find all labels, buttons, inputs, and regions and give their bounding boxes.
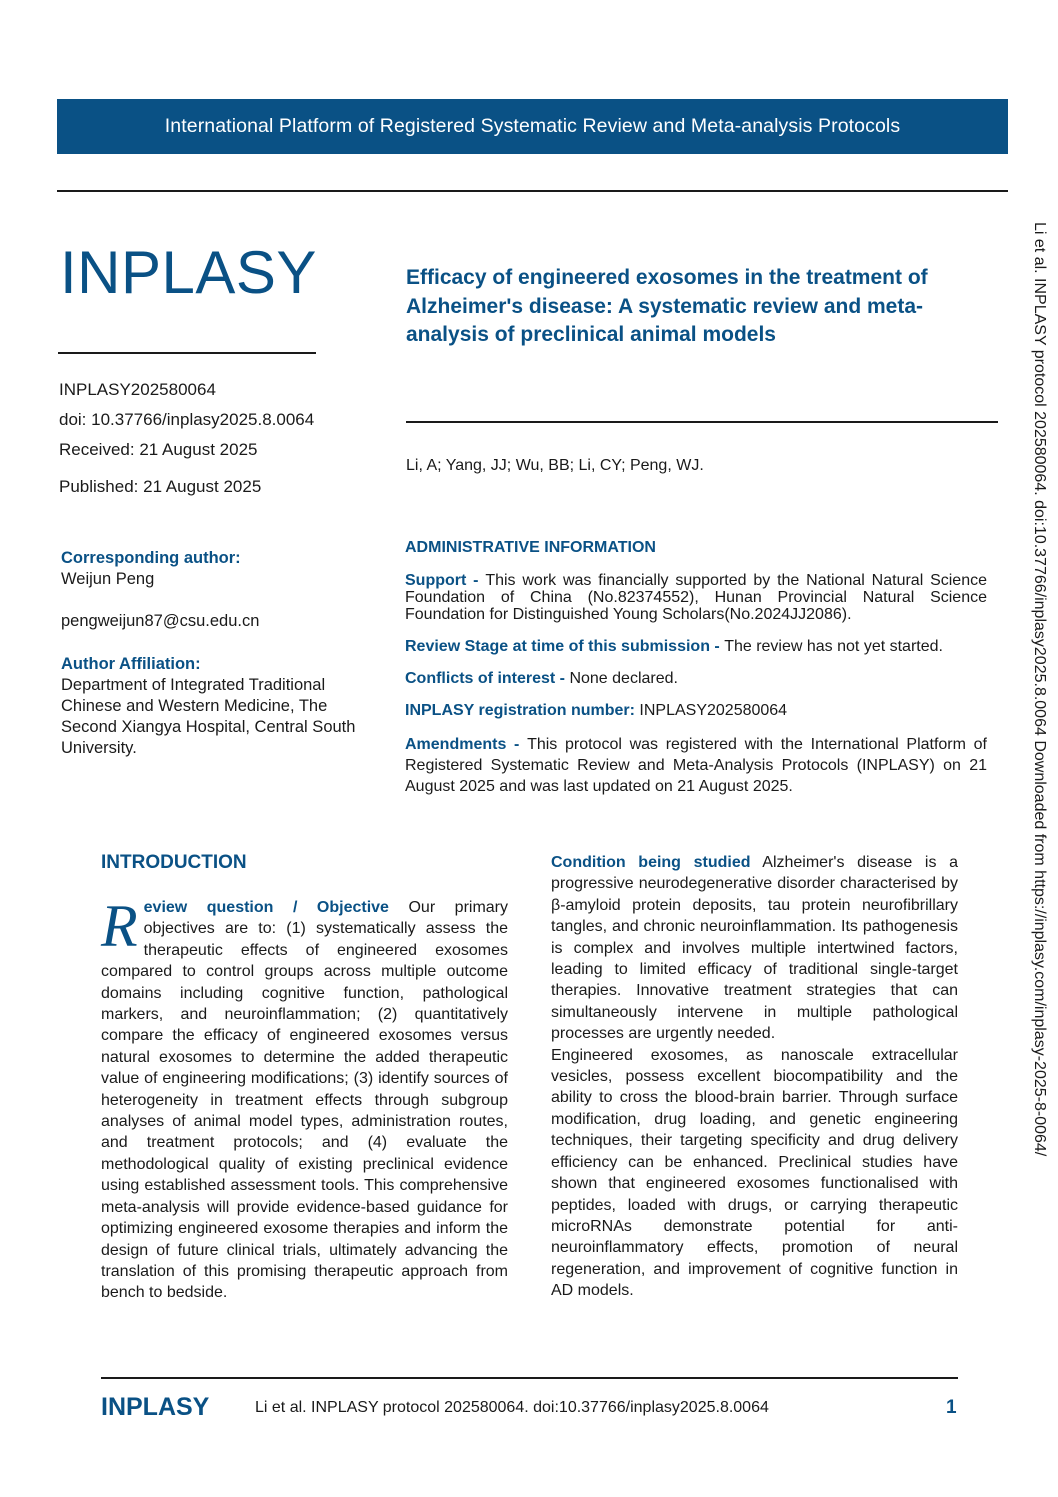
- drop-cap: R: [101, 893, 138, 959]
- published-date: Published: 21 August 2025: [59, 477, 262, 496]
- intro-right-column: [551, 852, 958, 1302]
- header-divider: [57, 190, 1008, 192]
- support-label: Support -: [405, 572, 486, 589]
- title-divider: [406, 421, 998, 423]
- footer-citation: Li et al. INPLASY protocol 202580064. doi:10.37766/inplasy2025.8.0064: [255, 1399, 769, 1416]
- administrative-info: [405, 539, 987, 812]
- registration-text: INPLASY202580064: [639, 702, 788, 719]
- affiliation-text: Department of Integrated Traditional Chinese and Western Medicine, The Second Xiangya Hospital, Central South University.: [61, 676, 356, 757]
- condition-text: Alzheimer's disease is a progressive neurodegenerative disorder characterised by β-amyloid protein deposits, tau protein neurofibrillary tangles, and chronic neuroinflammation. Its pathogenesis is complex and involves multiple intertwined factors, leading to limited efficacy of traditional single-target therapies. Innovative treatment strategies that can simultaneously intervene in multiple pathological processes are urgently needed.: [551, 854, 958, 1043]
- admin-heading: ADMINISTRATIVE INFORMATION: [405, 539, 656, 556]
- intro-left-column: [101, 893, 509, 1304]
- author-list: Li, A; Yang, JJ; Wu, BB; Li, CY; Peng, WJ.: [406, 457, 704, 474]
- conflicts-section: [405, 670, 987, 687]
- review-stage-label: Review Stage at time of this submission -: [405, 638, 725, 655]
- corresponding-block: [61, 548, 361, 759]
- corresponding-name: Weijun Peng: [61, 570, 155, 588]
- review-stage-text: The review has not yet started.: [724, 638, 943, 655]
- amendments-label: Amendments -: [405, 736, 528, 753]
- received-date: Received: 21 August 2025: [59, 440, 258, 459]
- registration-id: INPLASY202580064: [59, 380, 216, 399]
- support-section: [405, 572, 987, 623]
- affiliation-label: Author Affiliation:: [61, 655, 201, 673]
- review-stage-section: [405, 638, 987, 655]
- condition-label: Condition being studied: [551, 854, 751, 871]
- review-question-label: eview question / Objective: [143, 899, 389, 916]
- support-text: This work was financially supported by the National Natural Science Foundation of China (No.82374552), Hunan Provincial Natural Science Foundation for Distinguished Young Scholars(No.2024JJ2086).: [405, 572, 987, 623]
- footer-divider: [101, 1377, 958, 1379]
- amendments-section: [405, 734, 987, 797]
- review-question-paragraph: [101, 893, 509, 1304]
- amendments-text: This protocol was registered with the International Platform of Registered Systematic Review and Meta-Analysis Protocols (INPLASY) on 21 August 2025 and was last updated on 21 August 2025.: [405, 736, 987, 795]
- logo-divider: [58, 352, 316, 354]
- corresponding-label: Corresponding author:: [61, 549, 241, 567]
- platform-banner: International Platform of Registered Systematic Review and Meta-analysis Protocols: [57, 99, 1008, 154]
- registration-section: [405, 702, 987, 719]
- exosome-paragraph: Engineered exosomes, as nanoscale extracellular vesicles, possess excellent biocompatibility and the ability to cross the blood-brain barrier. Through surface modification, drug loading, and genetic engineering techniques, their targeting specificity and drug delivery efficiency can be enhanced. Preclinical studies have shown that engineered exosomes functionalised with peptides, loaded with drugs, or carrying therapeutic microRNAs demonstrate potential for anti-neuroinflammatory effects, promotion of neural regeneration, and improvement of cognitive function in AD models.: [551, 1046, 958, 1300]
- conflicts-text: None declared.: [569, 670, 678, 687]
- page-number: 1: [946, 1397, 957, 1418]
- footer-logo: INPLASY: [101, 1393, 210, 1421]
- registration-label: INPLASY registration number:: [405, 702, 640, 719]
- condition-paragraph: [551, 852, 958, 1045]
- corresponding-email[interactable]: pengweijun87@csu.edu.cn: [61, 612, 260, 630]
- review-question-text: Our primary objectives are to: (1) systematically assess the therapeutic effects of engineered exosomes compared to control groups across multiple outcome domains including cognitive function, pathological markers, and neuroinflammation; (2) quantitatively compare the efficacy of engineered exosomes versus natural exosomes to determine the added therapeutic value of engineering modifications; (3) identify sources of heterogeneity in treatment effects through subgroup analyses of animal model types, administration routes, and treatment protocols; and (4) evaluate the methodological quality of existing preclinical evidence using established assessment tools. This comprehensive meta-analysis will provide evidence-based guidance for optimizing engineered exosome therapies and inform the design of future clinical trials, ultimately advancing the translation of this promising therapeutic approach from bench to bedside.: [101, 899, 509, 1302]
- inplasy-logo: INPLASY: [60, 239, 317, 306]
- doi: doi: 10.37766/inplasy2025.8.0064: [59, 410, 315, 429]
- introduction-heading: INTRODUCTION: [101, 852, 247, 873]
- side-citation: Li et al. INPLASY protocol 202580064. doi:10.37766/inplasy2025.8.0064 Downloaded from https://inplasy.com/inplasy-2025-8-0064/: [1031, 222, 1048, 1157]
- article-title: Efficacy of engineered exosomes in the treatment of Alzheimer's disease: A systematic review and meta-analysis of preclinical animal models: [406, 266, 928, 346]
- conflicts-label: Conflicts of interest -: [405, 670, 570, 687]
